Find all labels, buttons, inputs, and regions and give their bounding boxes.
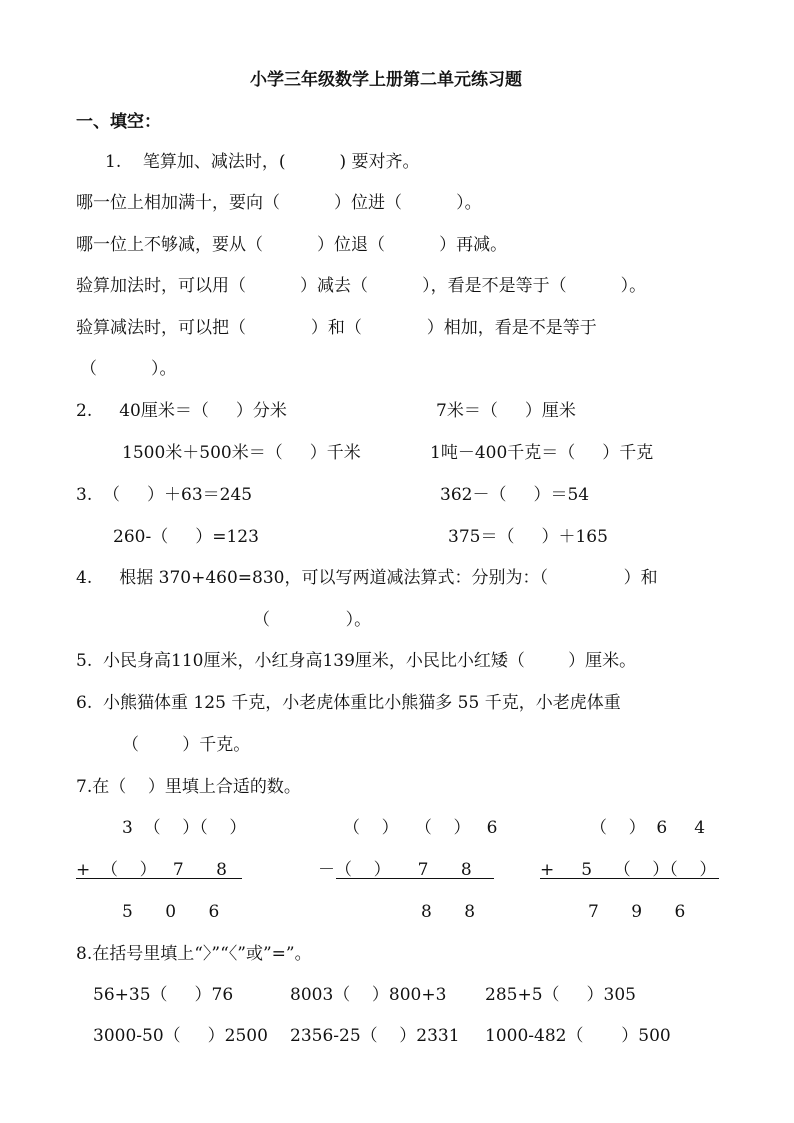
section-heading-fill-blank: 一、填空： bbox=[76, 112, 161, 132]
q3-item-b: 362－（ ）＝54 bbox=[440, 485, 590, 505]
q7-prompt: 7.在（ ）里填上合适的数。 bbox=[76, 777, 301, 797]
q7-problem1-bot: 5 0 6 bbox=[122, 902, 220, 922]
q8-row2-item2: 2356-25（ ）2331 bbox=[290, 1026, 460, 1046]
q2-item-b: 7米＝（ ）厘米 bbox=[436, 401, 576, 421]
q2-item-a: 2. 40厘米＝（ ）分米 bbox=[76, 401, 287, 421]
q1-line-3: 哪一位上不够减，要从（ ）位退（ ）再减。 bbox=[76, 235, 508, 255]
q7-problem1-top: 3 （ ）（ ） bbox=[122, 818, 247, 838]
q1-line-4: 验算加法时，可以用（ ）减去（ ），看是不是等于（ ）。 bbox=[76, 276, 647, 296]
q7-problem3-rule bbox=[540, 878, 719, 879]
q3-item-c: 260-（ ）=123 bbox=[113, 527, 259, 547]
q7-problem2-bot: 8 8 bbox=[421, 902, 476, 922]
q8-row2-item1: 3000-50（ ）2500 bbox=[93, 1026, 268, 1046]
q1-line-6: （ ）。 bbox=[80, 359, 177, 379]
q1-line-2: 哪一位上相加满十，要向（ ）位进（ ）。 bbox=[76, 193, 482, 213]
q4-line-2: （ ）。 bbox=[253, 610, 372, 630]
q7-problem2-rule bbox=[336, 878, 494, 879]
q7-problem2-top: （ ） （ ） 6 bbox=[343, 818, 498, 838]
q2-item-c: 1500米＋500米＝（ ）千米 bbox=[122, 443, 361, 463]
q8-prompt: 8.在括号里填上“〉”“〈”或”=”。 bbox=[76, 944, 312, 964]
q7-problem1-rule bbox=[76, 878, 242, 879]
q2-item-d: 1吨－400千克＝（ ）千克 bbox=[430, 443, 654, 463]
q7-problem1-mid: + （ ） 7 8 bbox=[76, 860, 227, 880]
q5-line: 5. 小民身高110厘米，小红身高139厘米，小民比小红矮（ ）厘米。 bbox=[76, 651, 637, 671]
q3-item-a: 3. （ ）＋63＝245 bbox=[76, 485, 253, 505]
q4-line-1: 4. 根据 370+460=830，可以写两道减法算式：分别为：（ ）和 bbox=[76, 568, 658, 588]
q8-row1-item3: 285+5（ ）305 bbox=[485, 985, 636, 1005]
q1-line-1: 1. 笔算加、减法时，( ) 要对齐。 bbox=[105, 152, 420, 172]
page-title: 小学三年级数学上册第二单元练习题 bbox=[250, 70, 522, 90]
q6-line-1: 6. 小熊猫体重 125 千克，小老虎体重比小熊猫多 55 千克，小老虎体重 bbox=[76, 693, 621, 713]
q8-row1-item1: 56+35（ ）76 bbox=[93, 985, 234, 1005]
q6-line-2: （ ）千克。 bbox=[122, 735, 251, 755]
q7-problem3-bot: 7 9 6 bbox=[588, 902, 686, 922]
q8-row2-item3: 1000-482（ ）500 bbox=[485, 1026, 671, 1046]
q7-problem2-mid: －（ ） 7 8 bbox=[318, 860, 472, 880]
q3-item-d: 375＝（ ）＋165 bbox=[448, 527, 608, 547]
q7-problem3-mid: + 5 （ ）（ ） bbox=[540, 860, 717, 880]
q1-line-5: 验算减法时，可以把（ ）和（ ）相加，看是不是等于 bbox=[76, 318, 597, 338]
q7-problem3-top: （ ） 6 4 bbox=[590, 818, 706, 838]
q8-row1-item2: 8003（ ）800+3 bbox=[290, 985, 447, 1005]
